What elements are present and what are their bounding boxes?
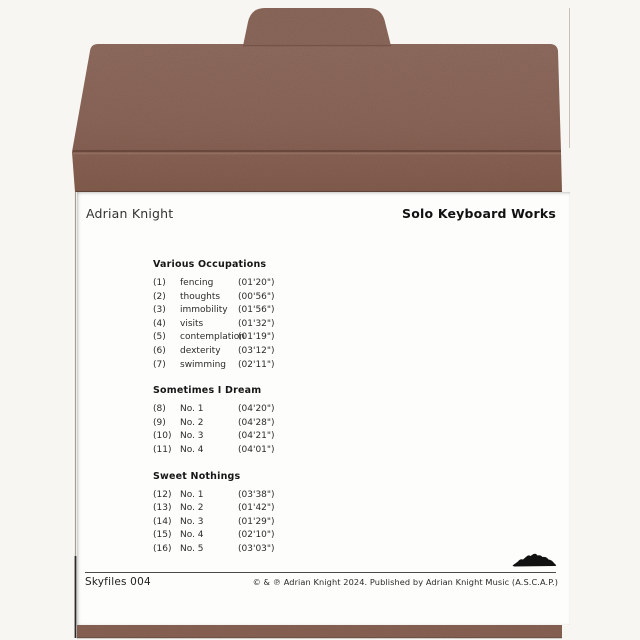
insert-header [86, 206, 556, 221]
catalog-number: Skyfiles 004 [85, 576, 151, 588]
track-title: No. 1 [180, 489, 204, 500]
track-title: No. 4 [180, 444, 204, 455]
track-duration: (01'42") [238, 503, 275, 514]
track-duration: (03'03") [238, 543, 275, 554]
section-tracks [153, 489, 393, 557]
track-row [153, 277, 393, 291]
skyfiles-cloud-logo [512, 550, 557, 567]
track-title: No. 5 [180, 543, 204, 554]
section-title: Sweet Nothings [153, 470, 241, 482]
track-number: (16) [153, 543, 172, 554]
track-row [153, 318, 393, 332]
track-title: No. 3 [180, 516, 204, 527]
track-duration: (04'01") [238, 444, 275, 455]
tracklist-section [153, 258, 393, 372]
track-number: (13) [153, 503, 172, 514]
album-title: Solo Keyboard Works [402, 206, 556, 221]
track-duration: (02'11") [238, 359, 275, 370]
footer-divider [85, 572, 556, 573]
section-title: Sometimes I Dream [153, 385, 262, 397]
copyright-line: © & ℗ Adrian Knight 2024. Published by Adrian Knight Music (A.S.C.A.P.) [252, 577, 558, 587]
track-number: (11) [153, 444, 172, 455]
track-title: dexterity [180, 345, 221, 356]
track-number: (5) [153, 332, 166, 343]
track-row [153, 359, 393, 373]
track-row [153, 529, 393, 543]
artist-name: Adrian Knight [86, 206, 174, 221]
section-tracks [153, 403, 393, 457]
track-row [153, 331, 393, 345]
section-title: Various Occupations [153, 259, 267, 270]
track-number: (9) [153, 417, 166, 428]
track-number: (6) [153, 345, 166, 356]
track-row [153, 543, 393, 557]
track-row [153, 403, 393, 417]
track-duration: (03'12") [238, 345, 275, 356]
track-number: (1) [153, 278, 166, 288]
track-row [153, 304, 393, 318]
track-number: (14) [153, 516, 172, 527]
track-duration: (04'20") [238, 404, 275, 415]
track-title: No. 2 [180, 417, 204, 428]
insert-footer [85, 576, 558, 588]
track-duration: (01'29") [238, 516, 275, 527]
track-number: (4) [153, 318, 166, 329]
track-row [153, 417, 393, 431]
track-duration: (01'32") [238, 318, 275, 329]
track-number: (10) [153, 431, 172, 442]
track-title: No. 2 [180, 503, 204, 514]
track-row [153, 502, 393, 516]
track-title: contemplation [180, 332, 245, 343]
track-duration: (02'10") [238, 530, 275, 541]
track-title: No. 4 [180, 530, 204, 541]
track-number: (15) [153, 530, 172, 541]
track-title: swimming [180, 359, 227, 370]
track-number: (7) [153, 359, 166, 370]
track-number: (8) [153, 404, 166, 415]
track-row [153, 516, 393, 530]
track-row [153, 430, 393, 444]
track-duration: (01'20") [238, 278, 275, 288]
track-title: immobility [180, 305, 228, 316]
track-title: No. 3 [180, 431, 204, 442]
track-title: visits [180, 318, 204, 329]
paper-insert [77, 192, 570, 625]
track-duration: (00'56") [238, 291, 275, 302]
track-duration: (01'56") [238, 305, 275, 316]
track-number: (12) [153, 489, 172, 500]
track-title: thoughts [180, 291, 221, 302]
track-duration: (01'19") [238, 332, 275, 343]
tracklist-section [153, 384, 393, 457]
track-row [153, 489, 393, 503]
track-row [153, 444, 393, 458]
track-title: No. 1 [180, 404, 204, 415]
tracklist [153, 258, 393, 569]
track-duration: (04'21") [238, 431, 275, 442]
tracklist-section [153, 470, 393, 557]
track-number: (3) [153, 305, 166, 316]
track-title: fencing [180, 278, 214, 288]
track-row [153, 291, 393, 305]
track-duration: (03'38") [238, 489, 275, 500]
section-tracks [153, 277, 393, 372]
track-number: (2) [153, 291, 166, 302]
track-row [153, 345, 393, 359]
track-duration: (04'28") [238, 417, 275, 428]
